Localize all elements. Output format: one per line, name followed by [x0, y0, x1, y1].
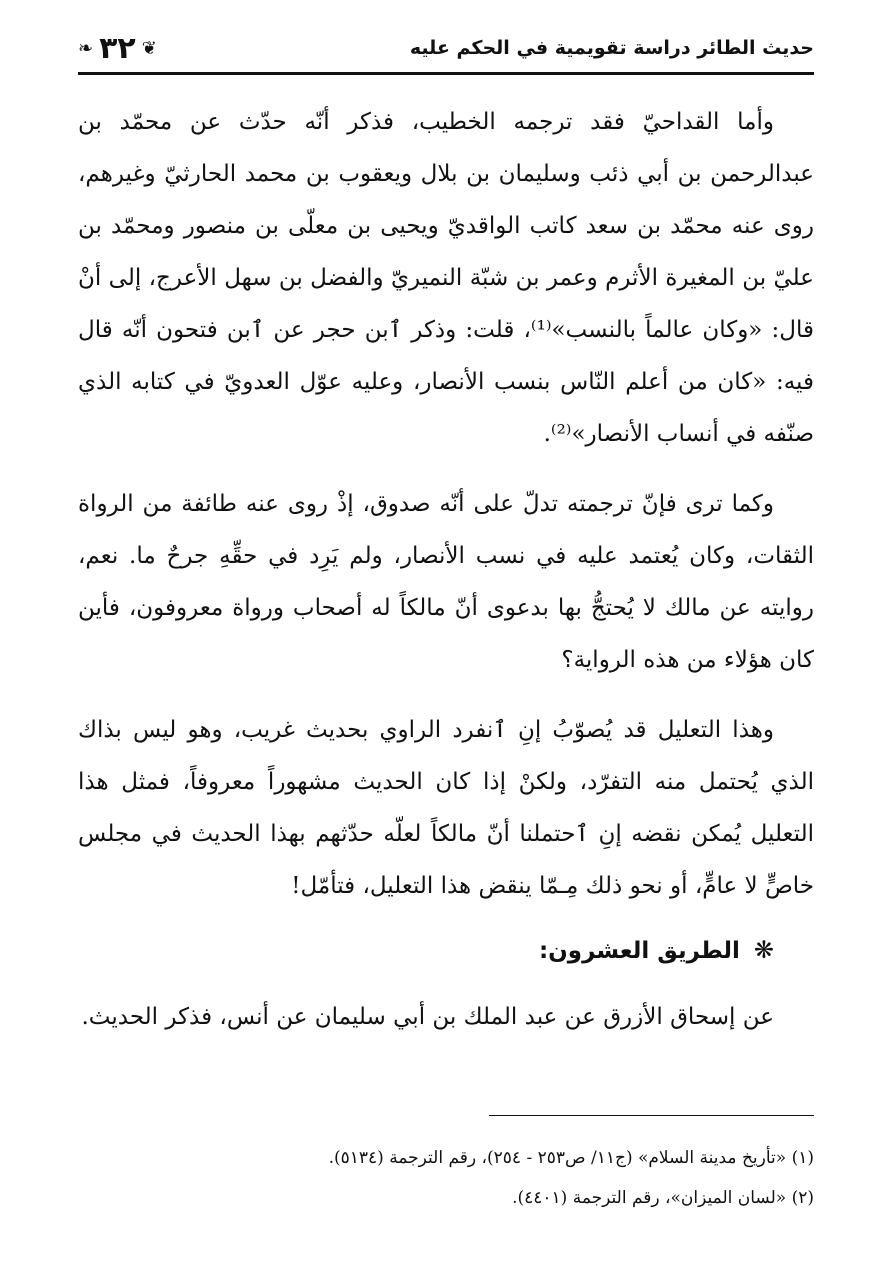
section-paragraph: عن إسحاق الأزرق عن عبد الملك بن أبي سليمان عن أنس، فذكر الحديث.	[81, 1004, 774, 1030]
header-rule	[78, 72, 814, 75]
page-number: ٣٢	[99, 30, 136, 66]
paragraph-2: وكما ترى فإنّ ترجمته تدلّ على أنّه صدوق، إذْ روى عنه طائفة من الرواة الثقات، وكان يُعتمد عليه في نسب الأنصار، ولم يَرِد في حقِّهِ جرحٌ ما. نعم، روايته عن مالك لا يُحتجُّ بها بدعوى أنّ مالكاً له أصحاب ورواة معروفون، فأين كان هؤلاء من هذه الرواية؟	[78, 491, 814, 673]
paragraph-3: وهذا التعليل قد يُصوّبُ إنِ ٱنفرد الراوي بحديث غريب، وهو ليس بذاك الذي يُحتمل منه التفرّد، ولكنْ إذا كان الحديث مشهوراً معروفاً، فمثل هذا التعليل يُمكن نقضه إنِ ٱحتملنا أنّ مالكاً لعلّه حدّثهم بهذا الحديث في مجلس خاصٍّ لا عامٍّ، أو نحو ذلك مِـمّا ينقض هذا التعليل، فتأمّل!	[78, 717, 814, 899]
footnote-1: (١) «تأريخ مدينة السلام» (ج١١/ ص٢٥٣ - ٢٥٤)، رقم الترجمة (٥١٣٤).	[328, 1148, 814, 1168]
running-header	[78, 28, 814, 68]
section-heading	[78, 930, 814, 971]
footnote-rule	[489, 1115, 814, 1116]
paragraph-1: وأما القداحيّ فقد ترجمه الخطيب، فذكر أنّه حدّث عن محمّد بن عبدالرحمن بن أبي ذئب وسليمان بن بلال ويعقوب بن محمد الحارثيّ وغيرهم، روى عنه محمّد بن سعد كاتب الواقديّ ويحيى بن معلّى بن منصور ومحمّد بن عليّ بن المغيرة الأثرم وعمر بن شبّة النميريّ والفضل بن سهل الأعرج، إلى أنْ قال: «وكان عالماً بالنسب»⁽¹⁾، قلت: وذكر ٱبن حجر عن ٱبن فتحون أنّه قال فيه: «كان من أعلم النّاس بنسب الأنصار، وعليه عوّل العدويّ في كتابه الذي صنّفه في أنساب الأنصار»⁽²⁾.	[78, 109, 814, 447]
footnote-2: (٢) «لسان الميزان»، رقم الترجمة (٤٤٠١).	[512, 1188, 814, 1208]
main-text	[78, 96, 814, 1061]
footnotes	[78, 1138, 814, 1218]
asterism-icon: ❋	[753, 936, 774, 964]
section-heading-text: الطريق العشرون:	[538, 938, 740, 964]
running-title: حديث الطائر دراسة تقويمية في الحكم عليه	[409, 37, 814, 59]
ornament-icon: ❧	[78, 37, 94, 59]
page-number-group	[78, 31, 157, 66]
ornament-icon: ❦	[141, 37, 157, 59]
